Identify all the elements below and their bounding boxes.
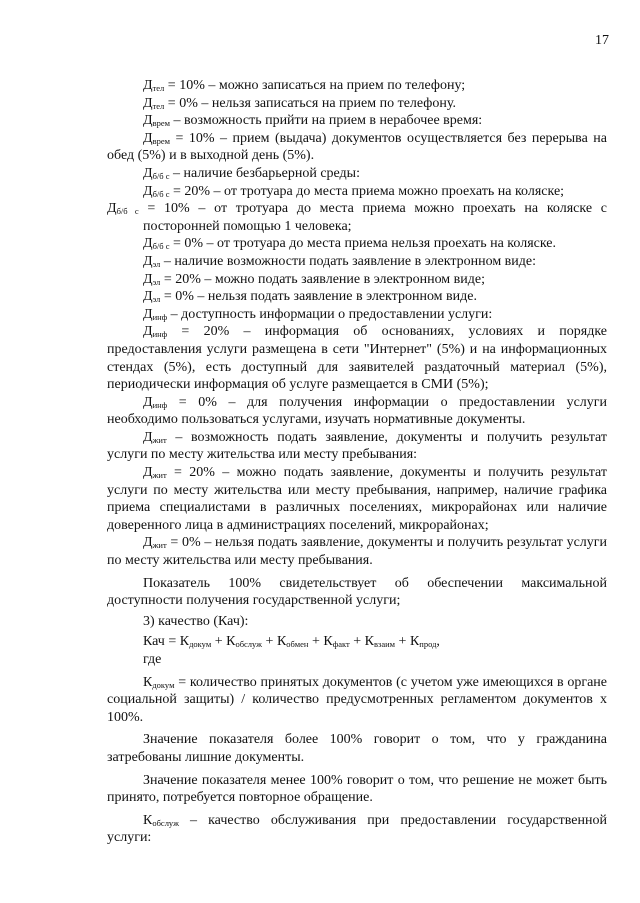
text-run: К [143,812,153,828]
text-run: – возможность прийти на прием в нерабочее время: [169,113,483,129]
text-run: Д [143,465,153,481]
text-run: , [436,634,440,650]
text-run: Д [143,95,153,111]
text-run: – возможность подать заявление, документы и получить результат услуги по месту жительства или месту пребывания: [107,429,607,463]
page-number: 17 [595,33,609,48]
text-run: Д [143,289,153,305]
text-run: – наличие возможности подать заявление в электронном виде: [160,253,537,269]
text-run: Д [107,201,117,217]
text-run: Д [143,271,153,287]
paragraph-p9 [107,253,607,271]
text-run: + К [262,634,287,650]
text-run: Значение показателя менее 100% говорит о том, что решение не может быть принято, потребуется повторное обращение. [107,772,607,806]
subscript: жит [152,540,167,551]
paragraph-p4 [107,130,607,165]
paragraph-p13 [107,323,607,393]
text-run: = 10% – от тротуара до места приема можно проехать на коляске с посторонней помощью 1 человека; [138,201,607,234]
text-run: = 10% – прием (выдача) документов осуществляется без перерыва на обед (5%) и в выходной день (5%). [107,130,607,164]
subscript: тел [152,83,165,93]
subscript: докум [189,639,212,650]
subscript: тел [152,100,165,111]
text-run: = количество принятых документов (с учетом уже имеющихся в органе социальной защиты) / количество предусмотренных регламентом документов х 100%. [107,674,607,725]
subscript: эл [152,258,161,269]
text-run: = 0% – от тротуара до места приема нельзя проехать на коляске. [169,236,557,252]
text-run: = 20% – можно подать заявление, документы и получить результат услуги по месту жительства или месту пребывания, например, наличие графика приема специалистами в различных поселениях, микрорайонах или наличие доверенного лица в администрациях поселений, микрорайонах; [107,465,607,533]
subscript: обмен [286,639,309,650]
paragraph-p22 [107,674,607,727]
subscript: б/б с [152,241,170,252]
text-run: Д [143,78,153,93]
text-run: = 20% – от тротуара до места приема можно проехать на коляске; [169,183,565,199]
text-run: – качество обслуживания при предоставлении государственной услуги: [107,812,607,846]
paragraph-p16 [107,464,607,534]
subscript: инф [152,311,168,322]
text-run: = 0% – нельзя подать заявление в электронном виде. [160,289,477,305]
text-run: К [143,674,153,690]
subscript: жит [152,470,167,481]
paragraph-p15 [107,429,607,464]
text-run: = 10% – можно записаться на прием по телефону; [164,78,466,93]
body-text [107,77,607,847]
text-run: + К [395,634,420,650]
text-run: + К [211,634,236,650]
text-run: = 0% – нельзя подать заявление, документы и получить результат услуги по месту жительства или месту пребывания. [107,535,607,569]
text-run: где [143,652,162,667]
text-run: Д [143,183,153,199]
text-run: + К [349,634,374,650]
paragraph-p2 [107,95,607,113]
paragraph-p11 [107,288,607,306]
subscript: эл [152,294,161,305]
text-run: 3) качество (Кач): [143,613,249,629]
paragraph-p1 [107,77,607,95]
text-run: Показатель 100% свидетельствует об обеспечении максимальной доступности получения государственной услуги; [107,575,607,609]
text-run: – доступность информации о предоставлении услуги: [167,306,493,322]
subscript: докум [152,679,175,690]
paragraph-p10 [107,271,607,289]
text-run: Д [143,429,153,445]
subscript: эл [152,276,161,287]
text-run: Д [143,324,153,340]
subscript: врем [152,118,170,129]
text-run: Д [143,130,153,146]
text-run: = 20% – можно подать заявление в электронном виде; [160,271,485,287]
paragraph-p23 [107,731,607,766]
text-run: = 0% – нельзя записаться на прием по телефону. [164,95,456,111]
text-run: Д [143,394,153,410]
subscript: б/б с [116,206,139,217]
paragraph-p24 [107,772,607,807]
text-run: Кач = К [143,634,190,650]
subscript: б/б с [152,170,170,181]
subscript: взаим [373,639,396,650]
text-run: Значение показателя более 100% говорит о том, что у гражданина затребованы лишние документы. [107,732,607,765]
paragraph-p14 [107,394,607,429]
paragraph-p17 [107,534,607,569]
paragraph-p21 [107,651,607,669]
text-run: Д [143,236,153,252]
text-run: Д [143,253,153,269]
subscript: жит [152,434,167,445]
paragraph-p12 [107,306,607,324]
paragraph-p7 [107,200,607,235]
text-run: + К [308,634,333,650]
paragraph-p5 [107,165,607,183]
paragraph-p18 [107,575,607,610]
subscript: обслуж [235,639,263,650]
text-run: Д [143,165,153,181]
subscript: факт [332,639,350,650]
paragraph-p6 [107,183,607,201]
paragraph-p3 [107,112,607,130]
subscript: инф [152,399,168,410]
subscript: прод [419,639,437,650]
paragraph-p8 [107,235,607,253]
text-run: – наличие безбарьерной среды: [169,165,360,181]
text-run: Д [143,306,153,322]
text-run: = 20% – информация об основаниях, условиях и порядке предоставления услуги размещена в сети "Интернет" (5%) и на информационных стендах (5%), есть доступный для заявителей раздаточный материал (5%), периодически информация об услуге размещается в СМИ (5%); [107,324,607,393]
subscript: обслуж [152,817,179,828]
text-run: Д [143,113,153,129]
paragraph-p25 [107,812,607,847]
subscript: врем [152,135,170,146]
subscript: инф [152,329,168,340]
subscript: б/б с [152,188,170,199]
text-run: = 0% – для получения информации о предоставлении услуги необходимо пользоваться услугами, изучать нормативные документы. [107,394,607,428]
paragraph-p20 [107,633,607,651]
paragraph-p19 [107,613,607,631]
text-run: Д [143,535,153,551]
